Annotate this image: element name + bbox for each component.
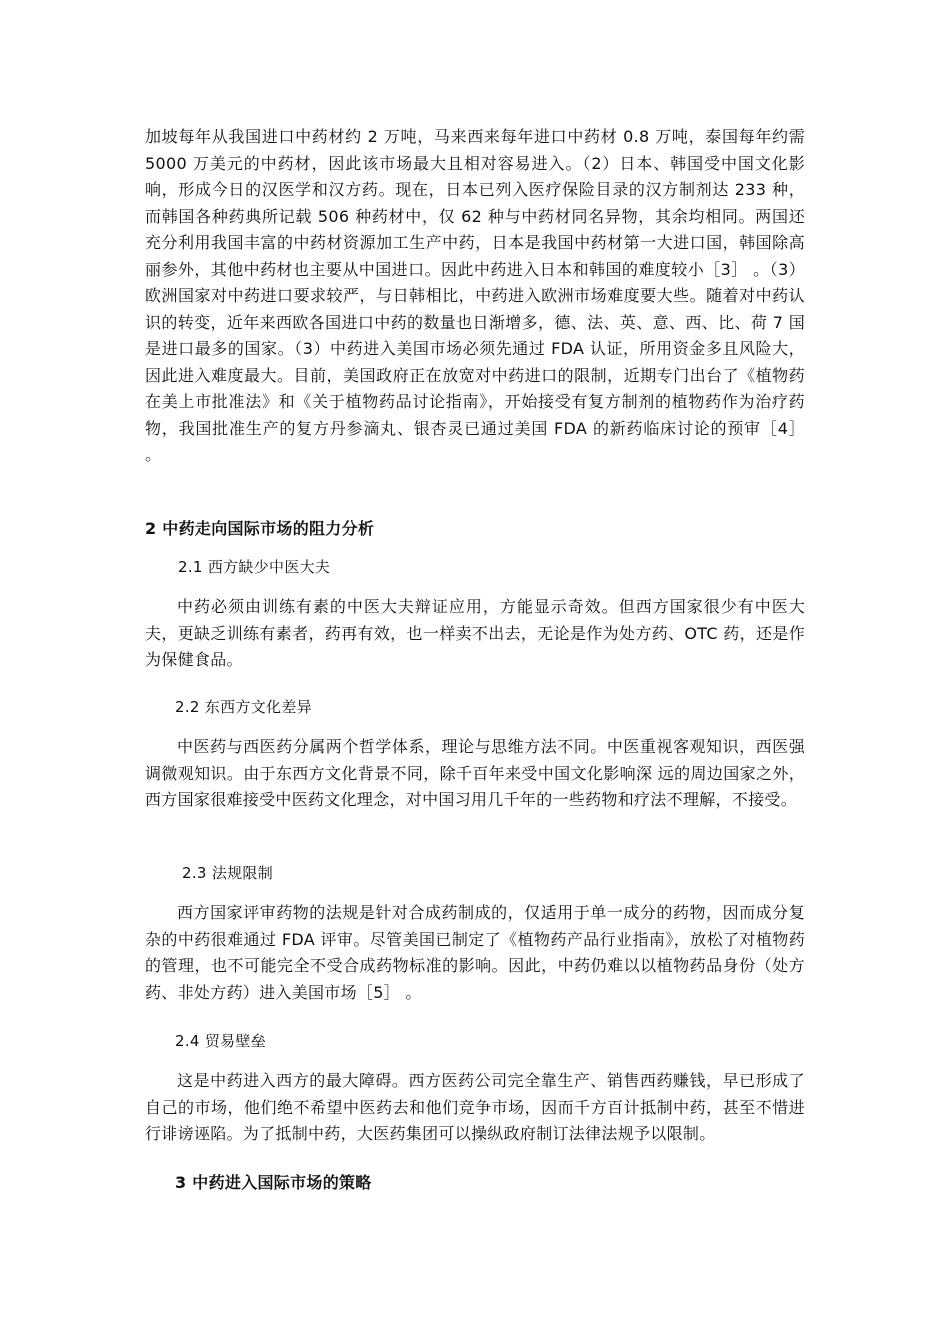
section-3-heading: 3 中药进入国际市场的策略 (175, 1173, 372, 1192)
section-2-heading: 2 中药走向国际市场的阻力分析 (145, 519, 375, 538)
intro-paragraph: 加坡每年从我国进口中药材约 2 万吨，马来西来每年进口中药材 0.8 万吨，泰国每年约需 5000 万美元的中药材，因此该市场最大且相对容易进入。（2）日本、韩国受中国文化影响，形成今日的汉医学和汉方药。现在，日本已列入医疗保险目录的汉方制剂达 233 种，而韩国各种药典所记载 506 种药材中，仅 62 种与中药材同名异物，其余均相同。两国还充分利用我国丰富的中药材资源加工生产中药，日本是我国中药材第一大进口国，韩国除高丽参外，其他中药材也主要从中国进口。因此中药进入日本和韩国的难度较小［3］ 。（3）欧洲国家对中药进口要求较严，与日韩相比，中药进入欧洲市场难度要大些。随着对中药认识的转变，近年来西欧各国进口中药的数量也日渐增多，德、法、英、意、西、比、荷 7 国是进口最多的国家。（3）中药进入美国市场必须先通过 FDA 认证，所用资金多且风险大，因此进入难度最大。目前，美国政府正在放宽对中药进口的限制，近期专门出台了《植物药在美上市批准法》和《关于植物药品讨论指南》，开始接受有复方制剂的植物药作为治疗药物，我国批准生产的复方丹参滴丸、银杏灵已通过美国 FDA 的新药临床讨论的预审［4］ 。 (145, 127, 805, 464)
subsection-2-2-body: 中医药与西医药分属两个哲学体系，理论与思维方法不同。中医重视客观知识，西医强调微观知识。由于东西方文化背景不同，除千百年来受中国文化影响深 远的周边国家之外，西方国家很难接受中医药文化理念，对中国习用几千年的一些药物和疗法不理解，不接受。 (145, 737, 805, 809)
subsection-2-1-heading: 2.1 西方缺少中医大夫 (178, 558, 331, 576)
subsection-2-3-heading: 2.3 法规限制 (182, 864, 274, 882)
subsection-2-1-body: 中药必须由训练有素的中医大夫辩证应用，方能显示奇效。但西方国家很少有中医大夫，更缺乏训练有素者，药再有效，也一样卖不出去，无论是作为处方药、OTC 药，还是作为保健食品。 (145, 597, 805, 669)
subsection-2-4-heading: 2.4 贸易壁垒 (175, 1032, 267, 1050)
subsection-2-3-body: 西方国家评审药物的法规是针对合成药制成的，仅适用于单一成分的药物，因而成分复杂的中药很难通过 FDA 评审。尽管美国已制定了《植物药产品行业指南》，放松了对植物药的管理，也不可能完全不受合成药物标准的影响。因此，中药仍难以以植物药品身份（处方药、非处方药）进入美国市场［5］ 。 (145, 903, 805, 1002)
subsection-2-2-heading: 2.2 东西方文化差异 (175, 698, 312, 716)
subsection-2-4-body: 这是中药进入西方的最大障碍。西方医药公司完全靠生产、销售西药赚钱，早已形成了自己的市场，他们绝不希望中医药去和他们竞争市场，因而千方百计抵制中药，甚至不惜进行诽谤诬陷。为了抵制中药，大医药集团可以操纵政府制订法律法规予以限制。 (145, 1071, 805, 1143)
